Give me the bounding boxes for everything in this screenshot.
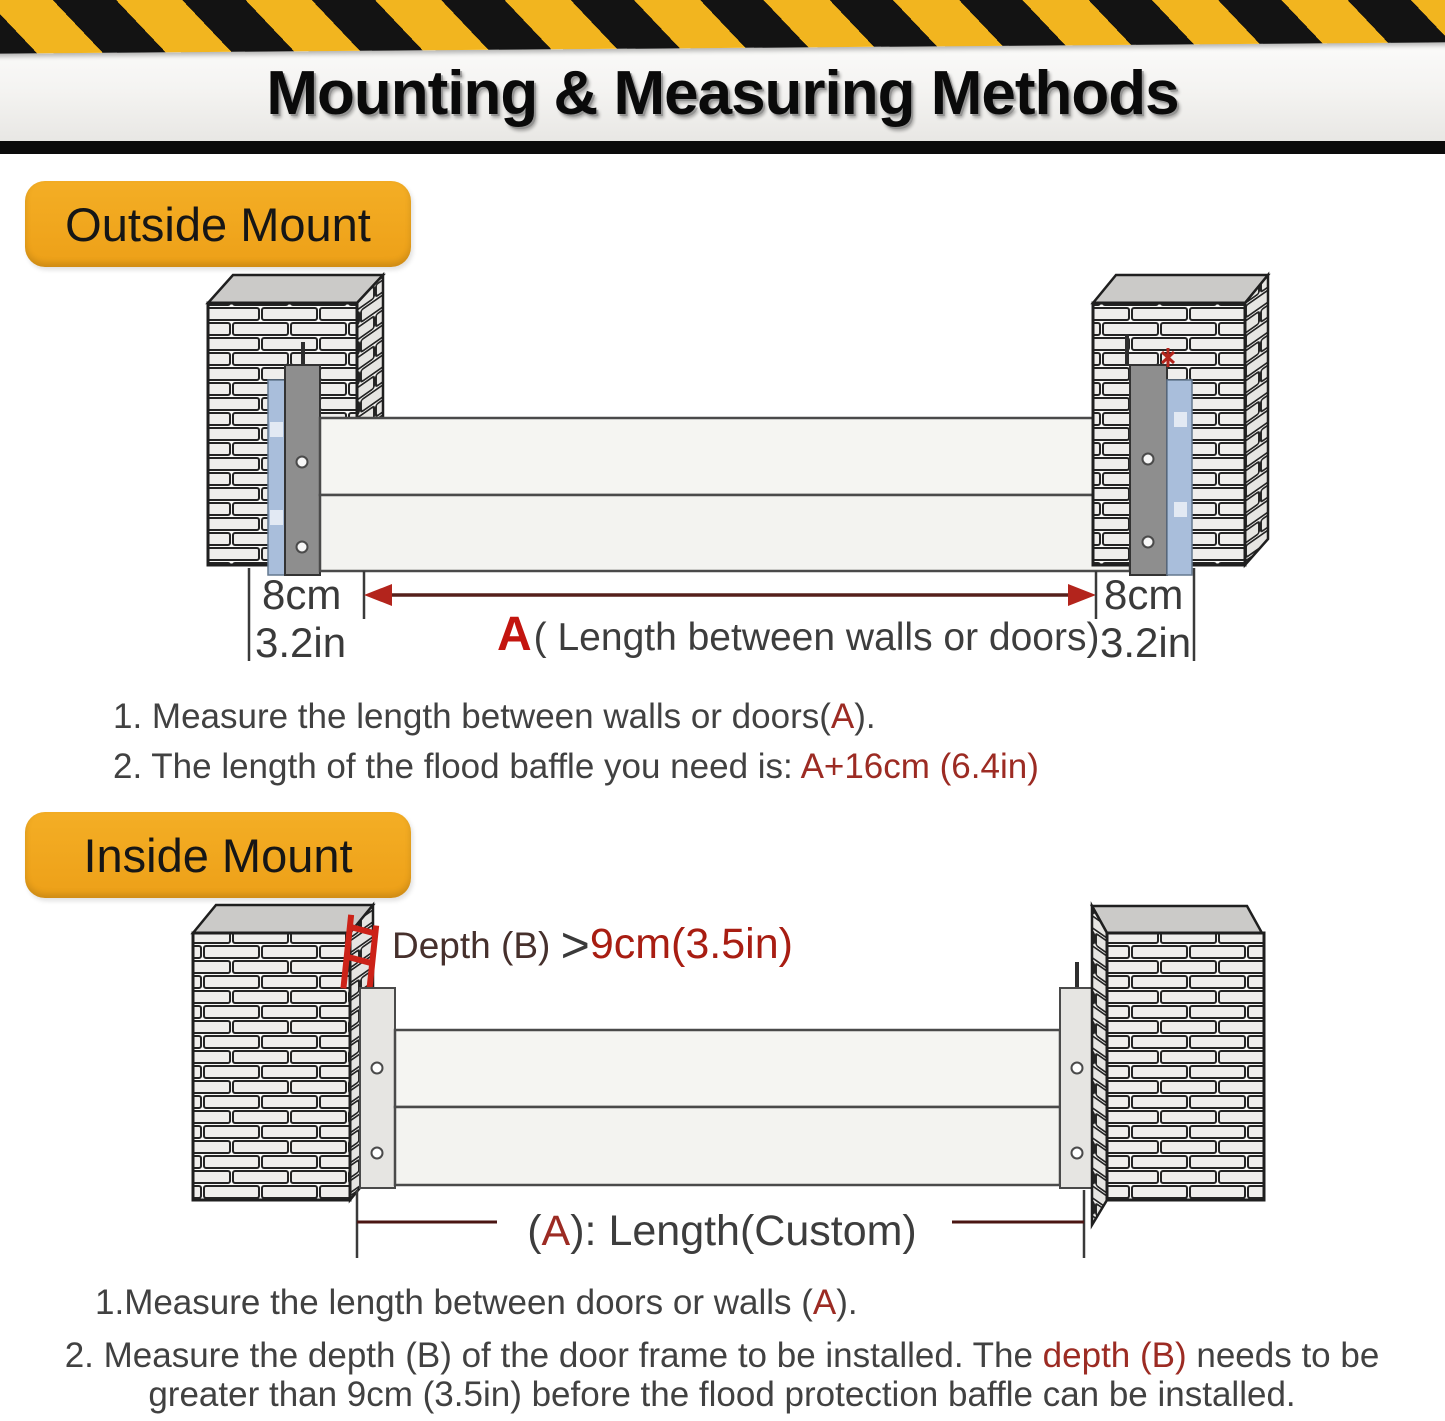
inside-mount-badge (25, 812, 411, 898)
inside-step-1: 1.Measure the length between doors or walls (A). (95, 1283, 858, 1322)
seal-strip-right (1162, 348, 1192, 575)
mounting-channel-left (360, 988, 395, 1188)
mounting-channel-right (1060, 962, 1095, 1188)
outside-step-2: 2. The length of the flood baffle you need is: A+16cm (6.4in) (113, 747, 1039, 786)
outside-mount-badge-label: Outside Mount (65, 197, 371, 251)
gap-right-in: 3.2in (1100, 619, 1192, 666)
title-underline-bar (0, 141, 1445, 154)
gap-left-in: 3.2in (255, 619, 347, 666)
gap-dimension-right (1096, 568, 1194, 666)
inside-mount-diagram (0, 900, 1445, 1300)
gap-right-cm: 8cm (1104, 571, 1184, 618)
gap-dimension-left (249, 568, 364, 666)
page-title: Mounting & Measuring Methods (266, 59, 1179, 128)
mounting-channel-left (285, 342, 320, 575)
outside-mount-steps (113, 692, 1039, 792)
flood-barrier-panels (320, 418, 1130, 571)
flood-barrier-panels (395, 1030, 1060, 1185)
outside-step-1: 1. Measure the length between walls or doors(A). (113, 697, 876, 736)
span-dimension-arrow (364, 584, 1096, 606)
brick-pillar-right (1092, 906, 1264, 1225)
inside-mount-badge-label: Inside Mount (83, 828, 353, 882)
depth-label: Depth (B) >9cm(3.5in) (392, 917, 793, 973)
outside-mount-diagram (0, 262, 1445, 682)
span-dimension-label: A( Length between walls or doors) (497, 608, 1100, 661)
inside-step-2: 2. Measure the depth (B) of the door frame to be installed. The depth (B) needs to be greater than 9cm (3.5in) before the flood protection baffle can be installed. (64, 1336, 1380, 1414)
mounting-channel-right (1127, 334, 1167, 575)
gap-left-cm: 8cm (262, 571, 342, 618)
outside-mount-badge (25, 181, 411, 267)
seal-strip-left (268, 380, 285, 575)
length-dimension-label: (A): Length(Custom) (527, 1207, 917, 1255)
